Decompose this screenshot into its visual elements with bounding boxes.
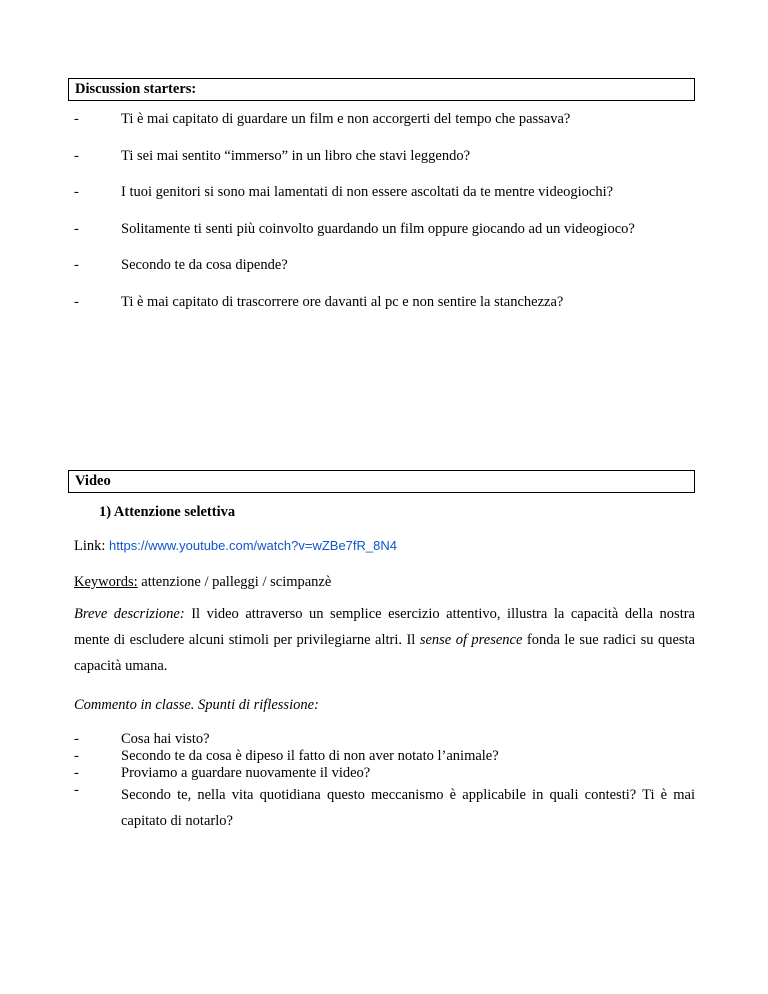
- list-item: - Proviamo a guardare nuovamente il video?: [74, 765, 371, 781]
- list-item: - Ti è mai capitato di guardare un film e non accorgerti del tempo che passava?: [74, 111, 571, 127]
- link-line: Link: https://www.youtube.com/watch?v=wZBe7fR_8N4: [74, 538, 397, 554]
- list-item: - Solitamente ti senti più coinvolto guardando un film oppure giocando ad un videogioco?: [74, 220, 635, 237]
- video-link[interactable]: https://www.youtube.com/watch?v=wZBe7fR_8N4: [109, 538, 397, 553]
- keywords-value: attenzione / palleggi / scimpanzè: [141, 574, 332, 590]
- list-item: - Secondo te da cosa dipende?: [74, 257, 288, 274]
- list-item: - Ti è mai capitato di trascorrere ore davanti al pc e non sentire la stanchezza?: [74, 293, 564, 310]
- video-header: Video: [68, 470, 695, 493]
- keywords-line: [74, 573, 331, 591]
- comment-heading: Commento in classe. Spunti di riflessione:: [74, 697, 319, 713]
- list-item: - Secondo te da cosa è dipeso il fatto di non aver notato l’animale?: [74, 748, 499, 764]
- list-item: - Ti sei mai sentito “immerso” in un libro che stavi leggendo?: [74, 147, 471, 164]
- description-paragraph: Breve descrizione: Il video attraverso un semplice esercizio attentivo, illustra la capacità della nostra mente di escludere alcuni stimoli per privilegiarne altri. Il sense of presence fonda le sue radici su questa capacità umana.: [74, 606, 695, 674]
- discussion-starters-header: Discussion starters:: [68, 78, 695, 101]
- keywords-label: Keywords:: [74, 574, 138, 590]
- list-item: - I tuoi genitori si sono mai lamentati di non essere ascoltati da te mentre videogiochi?: [74, 184, 614, 201]
- list-item: - Secondo te, nella vita quotidiana questo meccanismo è applicabile in quali contesti? Ti è mai capitato di notarlo?: [74, 782, 695, 829]
- comment-list: [74, 731, 695, 834]
- discussion-starters-list: [74, 110, 635, 330]
- list-item: - Cosa hai visto?: [74, 731, 210, 747]
- section-heading: 1) Attenzione selettiva: [99, 504, 236, 520]
